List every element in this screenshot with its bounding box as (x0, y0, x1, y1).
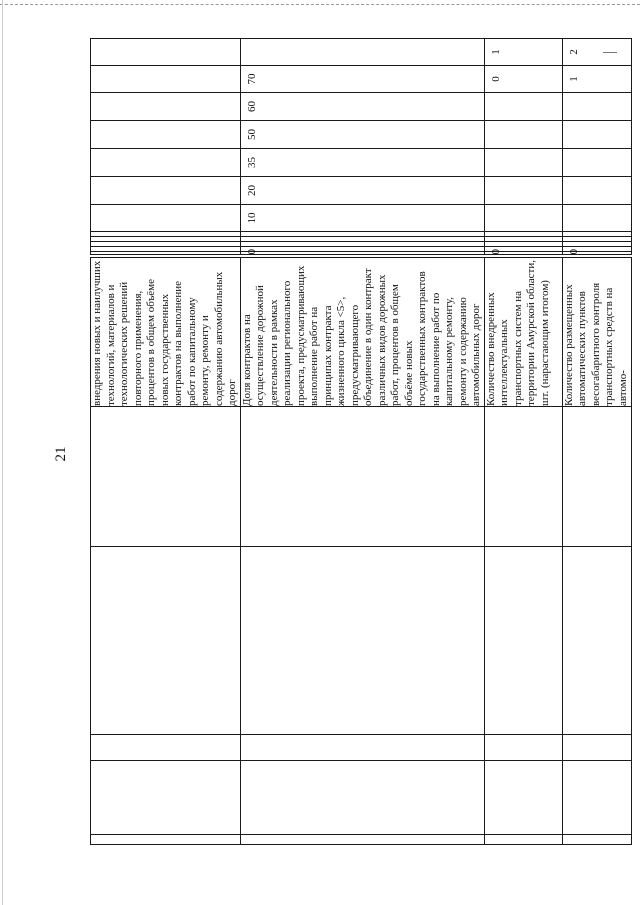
value-cell: 1 (484, 39, 562, 66)
table-cell (240, 761, 484, 835)
rotated-table (90, 49, 629, 845)
value-cell (484, 149, 562, 177)
base-value-cell: 0 (240, 252, 484, 257)
table-row (91, 39, 241, 845)
value-cell (484, 205, 562, 232)
table-cell (91, 835, 241, 845)
value-cell (484, 93, 562, 121)
table-cell (484, 835, 562, 845)
rotated-table-container (90, 49, 629, 845)
table-cell (91, 252, 241, 257)
indicator-cell: внедрения новых и наилучших технологий, материалов и технологических решений повторного применения, процентов в общем объёме новых государственных контрактов на выполнение работ по капитальному ремонту, ремонту и содержанию автомобильных дорог (91, 257, 241, 407)
table-cell (484, 242, 562, 247)
table-cell (562, 242, 631, 247)
table-cell (91, 232, 241, 237)
value-cell (484, 177, 562, 205)
value-cell: 35 (240, 149, 484, 177)
table-cell (240, 735, 484, 761)
table-cell (562, 735, 631, 761)
table-row (484, 39, 562, 845)
table-cell (91, 247, 241, 252)
table-cell (484, 232, 562, 237)
value-cell: 10 (240, 205, 484, 232)
table-cell (562, 232, 631, 237)
value-cell (91, 205, 241, 232)
value-cell (91, 121, 241, 149)
table-cell (562, 407, 631, 547)
table-cell (91, 242, 241, 247)
table-cell (240, 247, 484, 252)
value-cell: 50 (240, 121, 484, 149)
table-cell (562, 547, 631, 735)
value-cell (484, 121, 562, 149)
indicator-table (90, 38, 632, 845)
value-cell (562, 121, 631, 149)
table-cell (91, 547, 241, 735)
value-cell (562, 149, 631, 177)
table-cell (484, 547, 562, 735)
value-cell: 60 (240, 93, 484, 121)
table-cell (562, 237, 631, 242)
base-value-cell: 0 (484, 252, 562, 257)
table-cell (240, 242, 484, 247)
value-cell (562, 177, 631, 205)
table-row (562, 39, 631, 845)
value-cell: 1 (562, 66, 631, 93)
table-row (240, 39, 484, 845)
page-number: 21 (53, 446, 69, 462)
table-cell (562, 835, 631, 845)
scan-top-edge (0, 4, 640, 5)
value-cell (240, 39, 484, 66)
table-cell (484, 237, 562, 242)
indicator-cell: Количество внедренных интеллектуальных транспортных систем на территории Амурской области, шт. (нарастающим итогом) (484, 257, 562, 407)
indicator-cell: Количество размещенных автоматических пунктов весогабаритного контроля транспортных средств на автомо- (562, 257, 631, 407)
table-cell (240, 547, 484, 735)
table-cell (240, 835, 484, 845)
table-cell (240, 407, 484, 547)
indicator-cell: Доля контрактов на осуществление дорожной деятельности в рамках реализации регионального проекта, предусматривающих выполнение работ на принципах контракта жизненного цикла <5>, предусматривающего объединение в один контракт различных видов дорожных работ, процентов в общем объёме новых государственных контрактов на выполнение работ по капитальному ремонту, ремонту и содержанию автомобильных дорог (240, 257, 484, 407)
value-cell (91, 66, 241, 93)
value-cell (91, 93, 241, 121)
table-cell (562, 761, 631, 835)
value-cell: 2 (562, 39, 631, 66)
value-cell (91, 39, 241, 66)
table-cell (484, 735, 562, 761)
value-cell (562, 93, 631, 121)
table-cell (91, 237, 241, 242)
table-cell (240, 237, 484, 242)
table-cell (91, 407, 241, 547)
table-cell (91, 761, 241, 835)
table-cell (91, 735, 241, 761)
value-cell: 20 (240, 177, 484, 205)
base-value-cell: 0 (562, 252, 631, 257)
value-cell (562, 205, 631, 232)
table-cell (484, 407, 562, 547)
value-cell: 70 (240, 66, 484, 93)
value-cell: 0 (484, 66, 562, 93)
value-cell (91, 149, 241, 177)
table-cell (484, 761, 562, 835)
table-cell (240, 232, 484, 237)
scan-left-edge (2, 0, 3, 905)
value-cell (91, 177, 241, 205)
